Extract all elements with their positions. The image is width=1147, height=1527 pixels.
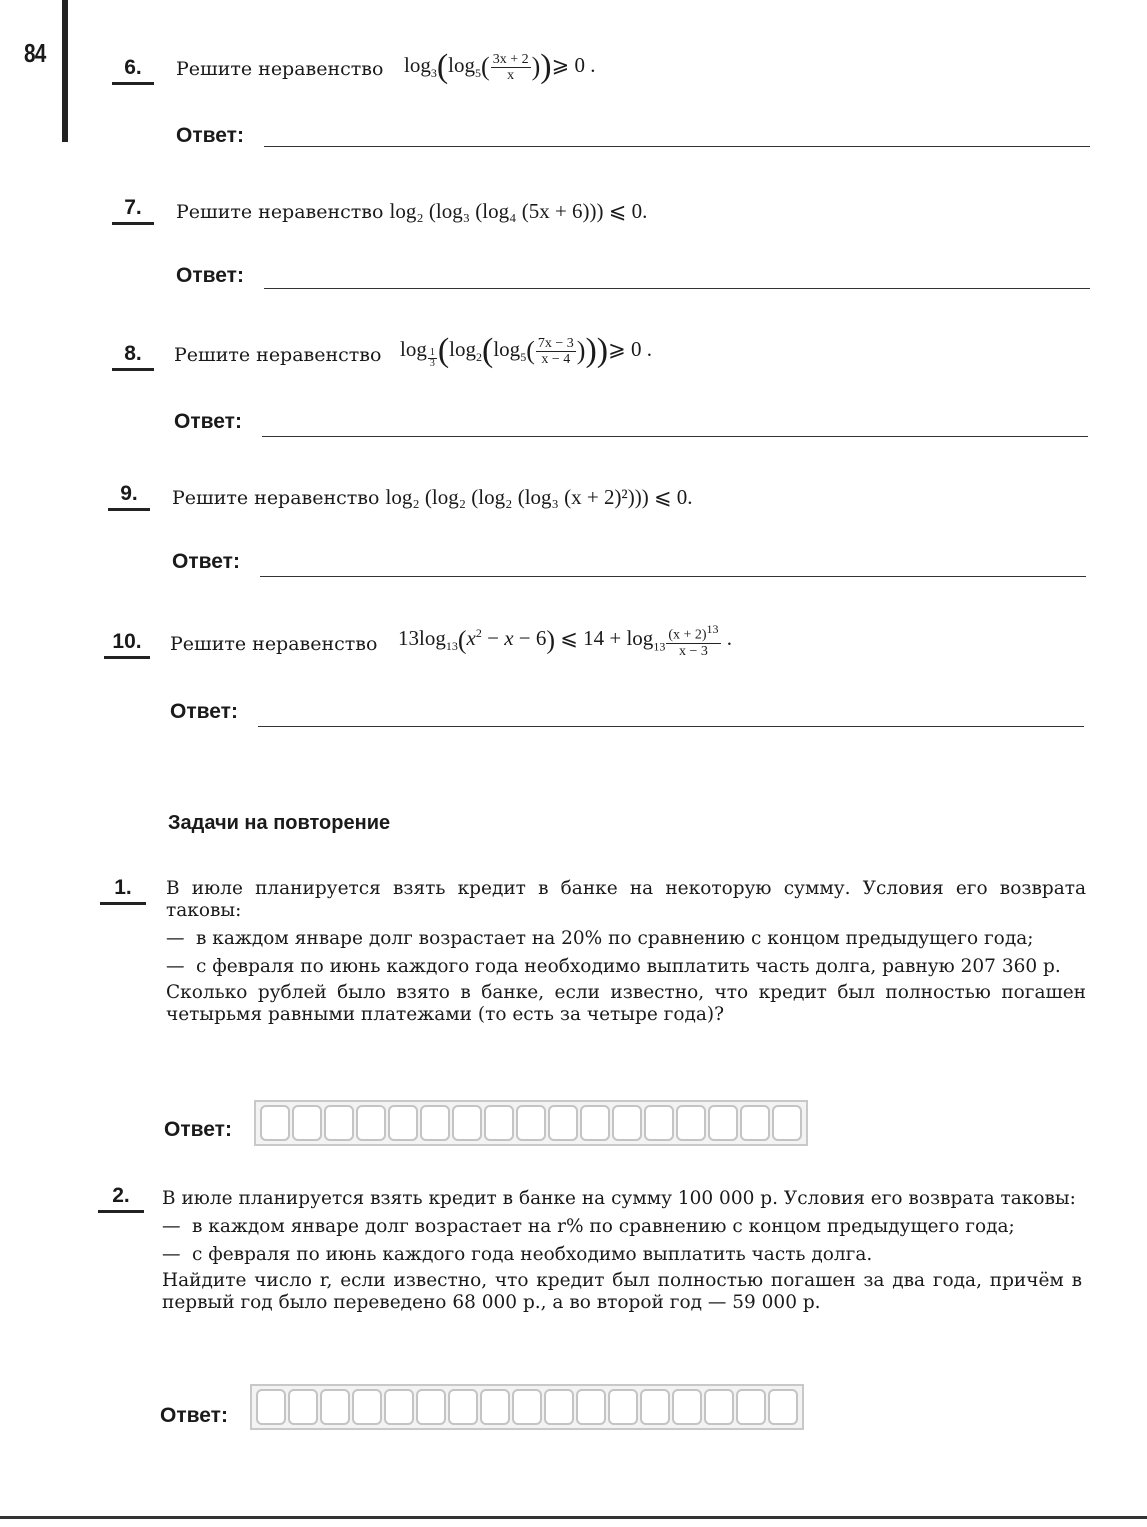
answer-cell[interactable] [484, 1105, 514, 1141]
task-number: 8. [112, 342, 154, 371]
answer-label: Ответ: [174, 410, 242, 433]
answer-cells[interactable] [254, 1100, 808, 1146]
review-task [166, 878, 1086, 1026]
task-label: Решите неравенство [174, 344, 382, 366]
review-intro: В июле планируется взять кредит в банке на некоторую сумму. Условия его возврата таковы: [166, 878, 1086, 921]
review-number: 2. [98, 1184, 144, 1213]
answer-cell[interactable] [644, 1105, 674, 1141]
answer-cell[interactable] [480, 1389, 510, 1425]
answer-cell[interactable] [736, 1389, 766, 1425]
task-number: 7. [112, 196, 154, 225]
answer-cell[interactable] [384, 1389, 414, 1425]
answer-cell[interactable] [288, 1389, 318, 1425]
task-label: Решите неравенство [176, 58, 384, 80]
answer-line[interactable] [262, 436, 1088, 437]
task-label: Решите неравенство [176, 201, 384, 223]
review-number: 1. [100, 876, 146, 905]
answer-cells[interactable] [250, 1384, 804, 1430]
task-statement [176, 58, 383, 80]
answer-cell[interactable] [548, 1105, 578, 1141]
answer-cell[interactable] [260, 1105, 290, 1141]
answer-cell[interactable] [256, 1389, 286, 1425]
condition-item: — с февраля по июнь каждого года необходимо выплатить часть долга, равную 207 360 р. [166, 956, 1061, 977]
task-number: 9. [108, 482, 150, 511]
answer-cell[interactable] [544, 1389, 574, 1425]
condition-item: — с февраля по июнь каждого года необходимо выплатить часть долга. [162, 1244, 873, 1265]
task-formula: log $_{\frac{1}{3}}$ ($\log_2(\log_5$( $\frac{7x - 3}{x - 4}$ )))⩾ 0 . [400, 332, 652, 369]
task-number: 10. [104, 630, 150, 659]
bottom-rule [0, 1516, 1147, 1519]
review-intro: В июле планируется взять кредит в банке на сумму 100 000 р. Условия его возврата таковы: [162, 1188, 1076, 1209]
answer-cell[interactable] [580, 1105, 610, 1141]
answer-cell[interactable] [292, 1105, 322, 1141]
answer-cell[interactable] [324, 1105, 354, 1141]
task-formula: $13\log_{13}(x^2 - x - 6)$ ⩽ $14 + \log_{13}$ $\frac{(x + 2)^{13}}{x - 3}$ . [398, 622, 733, 659]
review-question: Найдите число r, если известно, что кредит был полностью погашен за два года, причём в первый год было переведено 68 000 р., а во второй год — 59 000 р. [162, 1270, 1082, 1313]
answer-cell[interactable] [608, 1389, 638, 1425]
task-label: Решите неравенство [170, 633, 378, 655]
task-statement [172, 485, 693, 510]
task-formula: log₂ (log₃ (log₄ (5x + 6))) ⩽ 0. [389, 199, 648, 223]
page-number: 84 [24, 38, 46, 68]
answer-cell[interactable] [612, 1105, 642, 1141]
condition-item: — в каждом январе долг возрастает на 20% по сравнению с концом предыдущего года; [166, 928, 1034, 949]
task-statement [176, 199, 647, 224]
task-formula: $\log_3(\log_5$( $\frac{3x + 2}{x}$ ))⩾ 0 . [404, 48, 596, 85]
answer-cell[interactable] [676, 1105, 706, 1141]
task-statement [170, 633, 377, 655]
task-statement [174, 344, 381, 366]
answer-cell[interactable] [416, 1389, 446, 1425]
answer-cell[interactable] [388, 1105, 418, 1141]
answer-label: Ответ: [170, 700, 238, 723]
answer-cell[interactable] [452, 1105, 482, 1141]
answer-label: Ответ: [176, 124, 244, 147]
answer-line[interactable] [258, 726, 1084, 727]
answer-cell[interactable] [768, 1389, 798, 1425]
task-label: Решите неравенство [172, 487, 380, 509]
answer-cell[interactable] [448, 1389, 478, 1425]
answer-cell[interactable] [352, 1389, 382, 1425]
answer-label: Ответ: [160, 1404, 228, 1427]
answer-line[interactable] [260, 576, 1086, 577]
review-question: Сколько рублей было взято в банке, если известно, что кредит был полностью погашен четырьмя равными платежами (то есть за четыре года)? [166, 982, 1086, 1025]
answer-cell[interactable] [708, 1105, 738, 1141]
answer-cell[interactable] [320, 1389, 350, 1425]
answer-cell[interactable] [516, 1105, 546, 1141]
answer-cell[interactable] [640, 1389, 670, 1425]
task-formula: log₂ (log₂ (log₂ (log₃ (x + 2)²))) ⩽ 0. [385, 485, 693, 509]
answer-cell[interactable] [672, 1389, 702, 1425]
answer-cell[interactable] [512, 1389, 542, 1425]
answer-cell[interactable] [772, 1105, 802, 1141]
section-title: Задачи на повторение [168, 812, 391, 834]
answer-label: Ответ: [172, 550, 240, 573]
review-task [162, 1188, 1082, 1314]
answer-cell[interactable] [704, 1389, 734, 1425]
answer-cell[interactable] [420, 1105, 450, 1141]
answer-cell[interactable] [576, 1389, 606, 1425]
answer-label: Ответ: [164, 1118, 232, 1141]
answer-line[interactable] [264, 146, 1090, 147]
margin-bar [62, 0, 68, 142]
answer-cell[interactable] [740, 1105, 770, 1141]
task-number: 6. [112, 56, 154, 85]
condition-item: — в каждом январе долг возрастает на r% по сравнению с концом предыдущего года; [162, 1216, 1015, 1237]
answer-line[interactable] [264, 288, 1090, 289]
answer-cell[interactable] [356, 1105, 386, 1141]
answer-label: Ответ: [176, 264, 244, 287]
